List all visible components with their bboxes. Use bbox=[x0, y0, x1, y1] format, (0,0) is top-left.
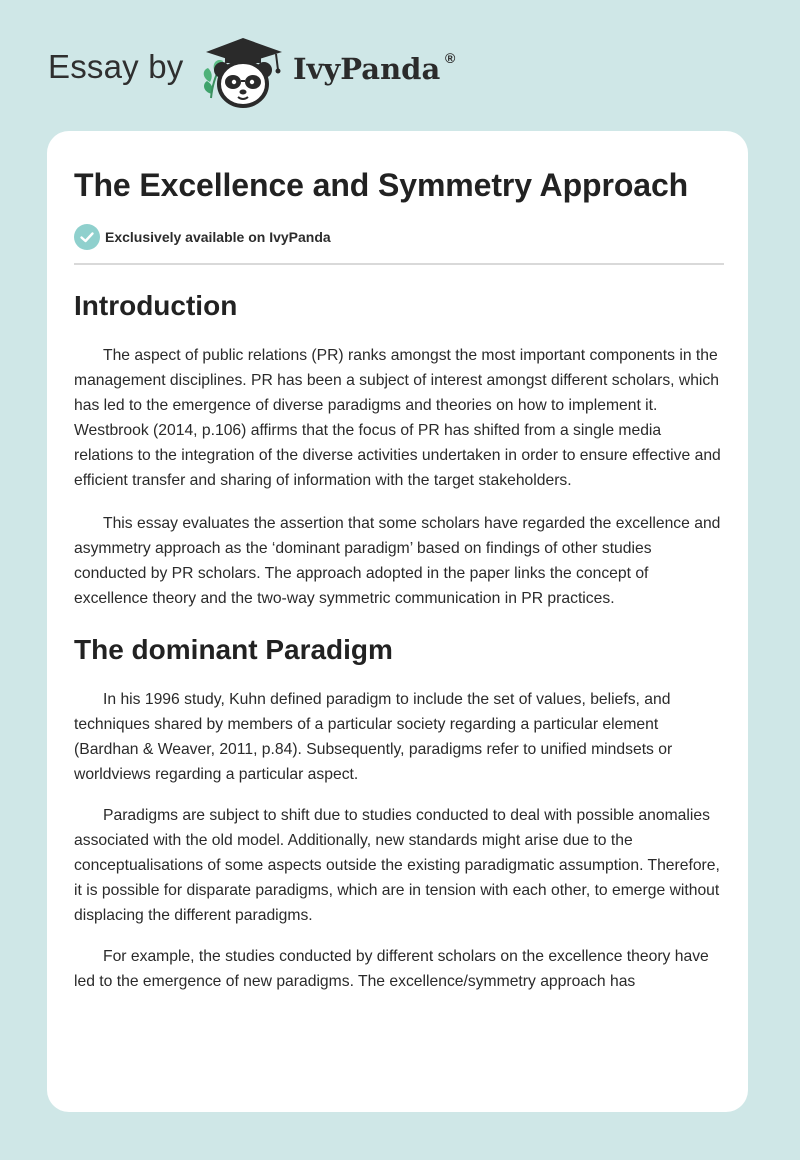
essay-title: The Excellence and Symmetry Approach bbox=[74, 167, 689, 203]
section-heading-dominant-paradigm: The dominant Paradigm bbox=[74, 634, 393, 665]
paragraph: This essay evaluates the assertion that some scholars have regarded the excellence and asymmetry approach as the ‘dominant paradigm’ based on findings of other studies conducted by PR scholars. The approach adopted in the paper links the concept of excellence theory and the two-way symmetric communication in PR practices. bbox=[74, 515, 721, 607]
panda-mascot-icon bbox=[198, 34, 288, 110]
paragraph: For example, the studies conducted by different scholars on the excellence theory have led to the emergence of new paradigms. The excellence/symmetry approach has bbox=[74, 948, 709, 990]
brand-name: IvyPanda bbox=[293, 52, 441, 86]
paragraph: Paradigms are subject to shift due to studies conducted to deal with possible anomalies associated with the old model. Additionally, new standards might arise due to the conceptualisations of some aspects outside the existing paradigmatic assumption. Therefore, it is possible for disparate paradigms, which are in tension with each other, to emerge without displacing the different paradigms. bbox=[74, 807, 720, 924]
section-heading-introduction: Introduction bbox=[74, 290, 238, 321]
exclusive-badge bbox=[74, 224, 724, 250]
paragraph: In his 1996 study, Kuhn defined paradigm to include the set of values, beliefs, and techniques shared by members of a particular society regarding a particular element (Bardhan & Weaver, 2011, p.84). Subsequently, paradigms refer to unified mindsets or worldviews regarding a particular aspect. bbox=[74, 691, 673, 783]
essay-card bbox=[47, 131, 748, 1112]
check-circle-icon bbox=[74, 224, 100, 250]
brand-prefix: Essay by bbox=[48, 48, 184, 85]
essay-content bbox=[74, 131, 724, 994]
exclusive-badge-label: Exclusively available on IvyPanda bbox=[105, 229, 331, 245]
paragraph: The aspect of public relations (PR) ranks amongst the most important components in the management disciplines. PR has been a subject of interest amongst different scholars, which has led to the emergence of diverse paradigms and theories on how to implement it. Westbrook (2014, p.106) affirms that the focus of PR has shifted from a single media relations to the integration of the diverse activities undertaken in order to ensure effective and efficient transfer and sharing of information with the target stakeholders. bbox=[74, 347, 721, 489]
title-divider bbox=[74, 263, 724, 265]
registered-mark: ® bbox=[445, 50, 456, 66]
brand-header[interactable] bbox=[48, 34, 468, 110]
